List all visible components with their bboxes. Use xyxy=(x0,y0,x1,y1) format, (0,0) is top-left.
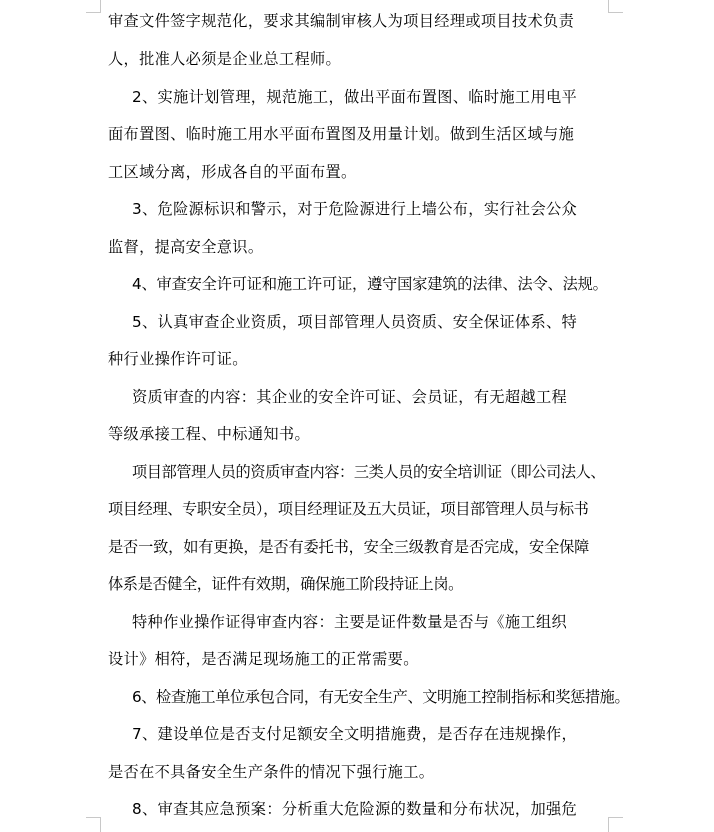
text-line: 5、认真审查企业资质，项目部管理人员资质、安全保证体系、特 xyxy=(132,313,578,331)
text-line: 种行业操作许可证。 xyxy=(108,350,248,368)
text-line: 2、实施计划管理，规范施工，做出平面布置图、临时施工用电平 xyxy=(132,88,578,106)
text-line: 8、审查其应急预案：分析重大危险源的数量和分布状况，加强危 xyxy=(132,800,578,818)
text-line: 审查文件签字规范化，要求其编制审核人为项目经理或项目技术负责 xyxy=(108,12,575,30)
text-line: 监督，提高安全意识。 xyxy=(108,238,264,256)
text-line: 项目经理、专职安全员），项目经理证及五大员证，项目部管理人员与标书 xyxy=(108,500,589,518)
text-line: 4、审查安全许可证和施工许可证，遵守国家建筑的法律、法令、法规。 xyxy=(132,275,608,293)
text-line: 人，批准人必须是企业总工程师。 xyxy=(108,50,342,68)
text-line: 设计》相符，是否满足现场施工的正常需要。 xyxy=(108,650,419,668)
text-line: 3、危险源标识和警示，对于危险源进行上墙公布，实行社会公众 xyxy=(132,200,578,218)
page-corner-mark-bottom-right xyxy=(608,817,623,832)
text-line: 6、检查施工单位承包合同，有无安全生产、文明施工控制指标和奖惩措施。 xyxy=(132,688,630,706)
text-line: 等级承接工程、中标通知书。 xyxy=(108,425,310,443)
text-line: 特种作业操作证得审查内容：主要是证件数量是否与《施工组织 xyxy=(132,613,568,631)
text-line: 是否一致，如有更换，是否有委托书，安全三级教育是否完成，安全保障 xyxy=(108,538,590,556)
page-corner-mark-bottom-left xyxy=(86,817,101,832)
text-line: 体系是否健全，证件有效期，确保施工阶段持证上岗。 xyxy=(108,575,463,593)
page-corner-mark-top-left xyxy=(86,0,101,13)
text-line: 工区域分离，形成各自的平面布置。 xyxy=(108,163,357,181)
text-line: 项目部管理人员的资质审查内容：三类人员的安全培训证（即公司法人、 xyxy=(132,463,606,481)
page-corner-mark-top-right xyxy=(608,0,623,13)
text-line: 是否在不具备安全生产条件的情况下强行施工。 xyxy=(108,763,435,781)
text-line: 7、建设单位是否支付足额安全文明措施费，是否存在违规操作， xyxy=(132,725,578,743)
text-line: 面布置图、临时施工用水平面布置图及用量计划。做到生活区域与施 xyxy=(108,125,575,143)
text-line: 资质审查的内容：其企业的安全许可证、会员证，有无超越工程 xyxy=(132,388,568,406)
